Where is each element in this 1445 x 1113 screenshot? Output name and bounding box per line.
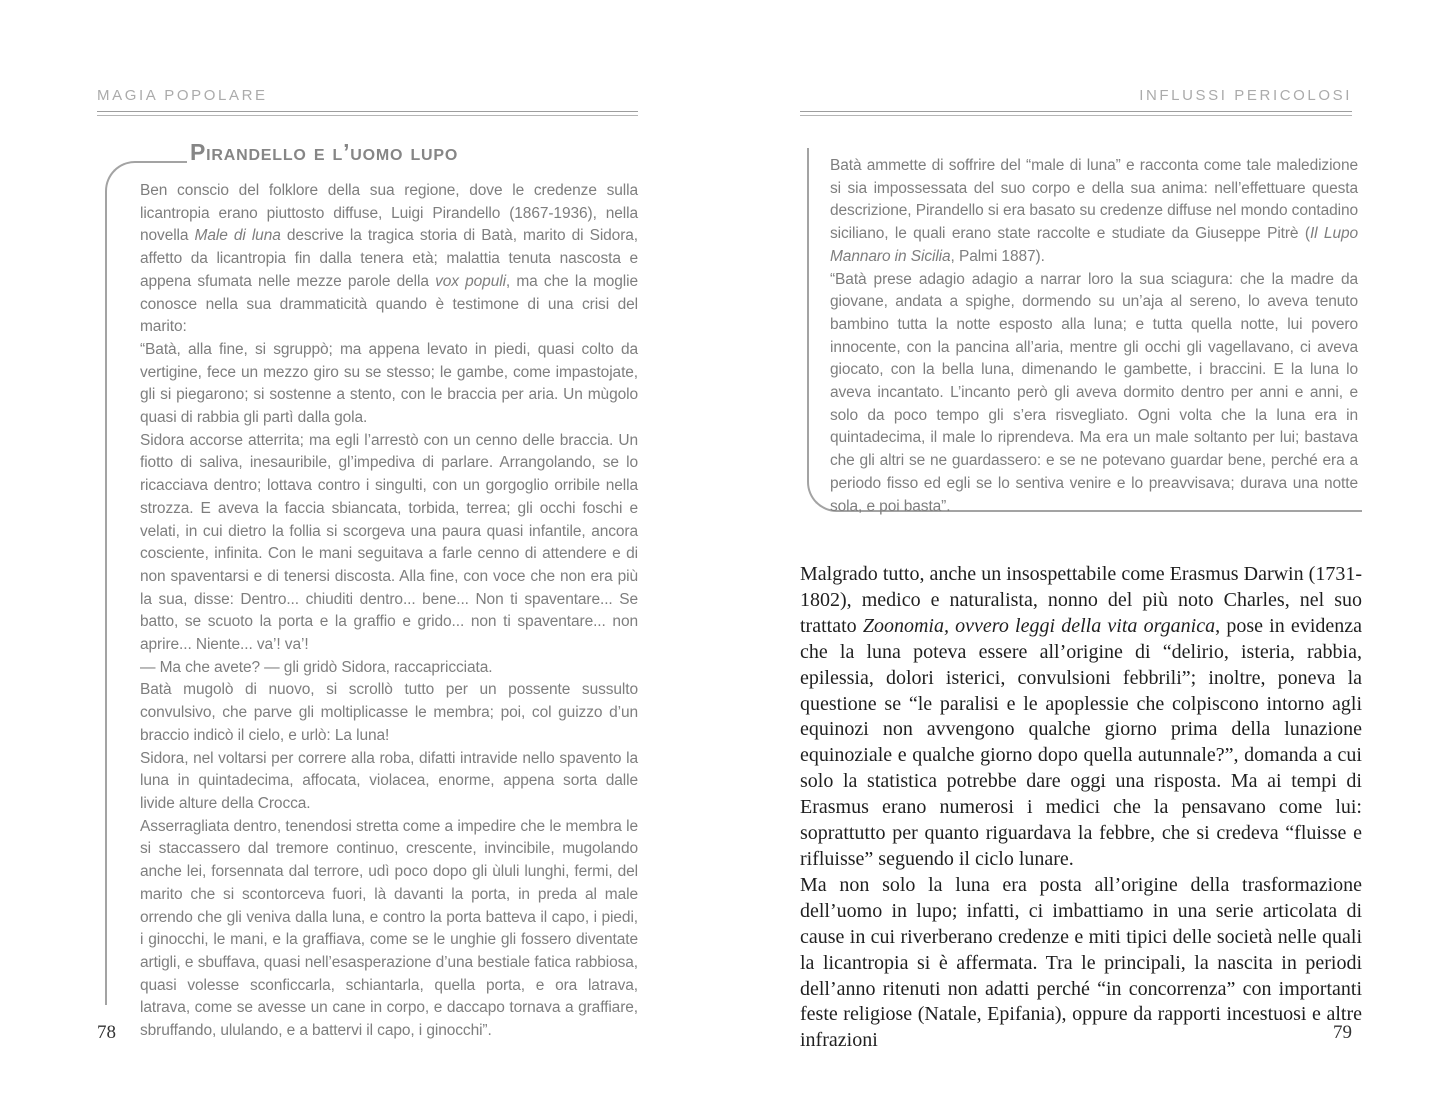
paragraph: Batà mugolò di nuovo, si scrollò tutto per un possente sussulto convulsivo, che parve gli moltiplicasse le membra; poi, col guizzo d’un braccio indicò il cielo, e urlò: La luna! <box>140 681 638 744</box>
body-text-right <box>800 562 1362 1054</box>
paragraph: Ben conscio del folklore della sua regione, dove le credenze sulla licantropia erano piuttosto diffuse, Luigi Pirandello (1867-1936), nella novella Male di luna descrive la tragica storia di Batà, marito di Sidora, affetto da licantropia fin dalla tenera età; malattia tenuta nascosta e appena sfumata nelle mezze parole della vox populi, ma che la moglie conosce nella sua drammaticità quando è testimone di una crisi del marito: <box>140 182 639 336</box>
paragraph: Batà ammette di soffrire del “male di luna” e racconta come tale maledizione si sia impossessata del suo corpo e della sua anima: nell’effettuare questa descrizione, Pirandello si era basato su credenze diffuse nel mondo contadino siciliano, le quali erano state raccolte e studiate da Giuseppe Pitrè (Il Lupo Mannaro in Sicilia, Palmi 1887). <box>830 157 1359 265</box>
paragraph: Ma non solo la luna era posta all’origine della trasformazione dell’uomo in lupo; infatti, ci imbattiamo in una serie articolata di cause in cui riverberano credenze e miti tipici delle società nelle quali la licantropia si è affermata. Tra le principali, la nascita in periodi dell’anno ritenuti non adatti perché “in concorrenza” con importanti feste religiose (Natale, Epifania), oppure da rapporti incestuosi e altre infrazioni <box>800 873 1362 1052</box>
running-head-left: MAGIA POPOLARE <box>97 87 268 104</box>
quote-box-text-right <box>830 155 1358 518</box>
paragraph: Sidora accorse atterrita; ma egli l’arrestò con un cenno delle braccia. Un fiotto di saliva, inesauribile, gl’impediva di parlare. Arrangolando, se lo ricacciava dentro; lottava contro i singulti, con un gorgoglio orribile nella strozza. E aveva la faccia sbiancata, torbida, terrea; gli occhi foschi e velati, in cui dietro la follia si scorgeva una paura quasi infantile, ancora cosciente, infinita. Con le mani seguitava a farle cenno di attendere e di non spaventarsi e di tenersi discosta. Alla fine, con voce che non era più la sua, disse: Dentro... chiuditi dentro... bene... Non ti spaventare... Se batto, se scuoto la porta e la graffio e grido... non ti spaventare... non aprire... Niente... va’! va’! <box>140 431 638 654</box>
page-number-right: 79 <box>1333 1022 1352 1043</box>
page-number-left: 78 <box>97 1022 116 1043</box>
paragraph: Sidora, nel voltarsi per correre alla roba, difatti intravide nello spavento la luna in quintadecima, affocata, violacea, enorme, appena sorta dalle livide alture della Crocca. <box>140 749 638 812</box>
running-head-right: INFLUSSI PERICOLOSI <box>1139 87 1352 104</box>
paragraph: Asserragliata dentro, tenendosi stretta come a impedire che le membra le si staccassero dal tremore continuo, crescente, invincibile, mugolando anche lei, forsennata dal terrore, udì poco dopo gli ùluli lunghi, fermi, del marito che si scontorceva fuori, là davanti la porta, in preda al male orrendo che gli veniva dalla luna, e contro la porta batteva il capo, i piedi, i ginocchi, le mani, e la graffiava, come se le unghie gli fossero diventate artigli, e sbuffava, quasi nell’esasperazione d’una bestiale fatica rabbiosa, quasi volesse sconficcarla, schiantarla, quella porta, e ora latrava, latrava, come se avesse un cane in corpo, e daccapo tornava a graffiare, sbruffando, ululando, e a battervi il capo, i ginocchi”. <box>140 817 638 1040</box>
paragraph: “Batà prese adagio adagio a narrar loro la sua sciagura: che la madre da giovane, andata a spighe, dormendo su un’aja al sereno, lo aveva tenuto bambino tutta la notte esposto alla luna; e tutta quella notte, lui povero innocente, con la pancina all’aria, mentre gli occhi gli vagellavano, ci aveva giocato, con la bella luna, dimenando le gambette, i braccini. E la luna lo aveva incantato. L’incanto però gli aveva dormito dentro per anni e anni, e solo da poco tempo gli s’era risvegliato. Ogni volta che la luna era in quintadecima, il male lo riprendeva. Ma era un male soltanto per lui; bastava che gli altri se ne guardassero: e se ne potevano guardar bene, perché era a periodo fisso ed egli se lo sentiva venire e lo preavvisava; durava una notte sola, e poi basta”. <box>830 270 1358 515</box>
paragraph: Malgrado tutto, anche un insospettabile come Erasmus Darwin (1731-1802), medico e naturalista, nonno del più noto Charles, nel suo trattato Zoonomia, ovvero leggi della vita organica, pose in evidenza che la luna poteva essere all’origine di “delirio, isteria, rabbia, epilessia, dolori isterici, convulsioni febbrili”; inoltre, poneva la questione se “le paralisi e le apoplessie che colpiscono intorno agli equinozi non avvengono qualche giorno prima della lunazione equinoziale e qualche giorno dopo quella autunnale?”, domanda a cui solo la statistica potrebbe dare oggi una risposta. Ma ai tempi di Erasmus erano numerosi i medici che la pensavano come lui: soprattutto per quanto riguardava la febbre, che si credeva “fluisse e rifluisse” seguendo il ciclo lunare. <box>800 563 1362 870</box>
header-rule-right <box>800 111 1352 116</box>
paragraph: — Ma che avete? — gli gridò Sidora, raccapricciata. <box>140 658 493 676</box>
paragraph: “Batà, alla fine, si sgruppò; ma appena levato in piedi, quasi colto da vertigine, fece un mezzo giro su se stesso; le gambe, come impastojate, gli si piegarono; si sostenne a stento, con le braccia per aria. Un mùgolo quasi di rabbia gli partì dalla gola. <box>140 340 638 427</box>
quote-box-text-left <box>140 180 638 1043</box>
section-title: Pirandello e l’uomo lupo <box>190 139 459 165</box>
header-rule-left <box>97 111 638 116</box>
